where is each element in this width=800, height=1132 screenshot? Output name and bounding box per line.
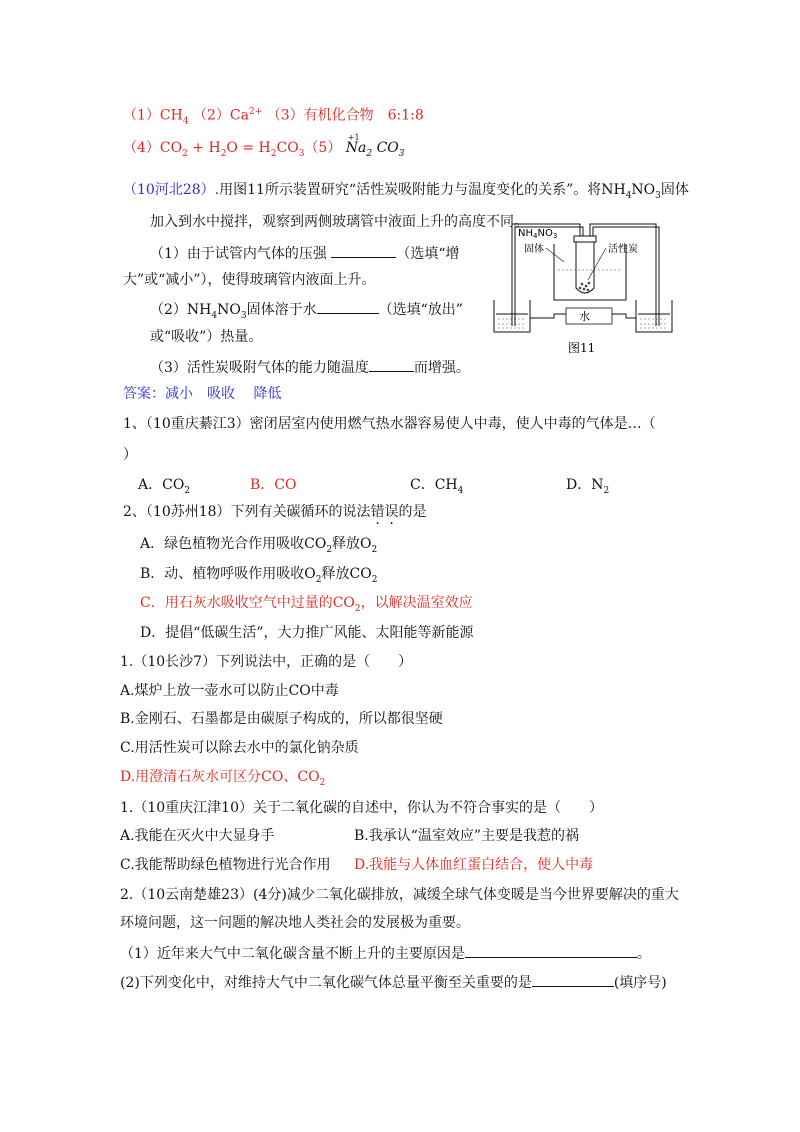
q3-option-c[interactable]: C.用活性炭可以除去水中的氯化钠杂质 (120, 740, 359, 756)
q1-paren: ） (123, 447, 137, 463)
q28-blank-2[interactable] (317, 299, 379, 314)
q2-stem: 2、（10苏州18）下列有关碳循环的说法错误的是 (123, 504, 427, 520)
q1-option-d[interactable]: D．$N_2$ (566, 477, 610, 496)
q3-option-d[interactable]: D.用澄清石灰水可区分CO、$CO_2$ (120, 769, 326, 788)
activated-carbon (579, 282, 591, 292)
q1-option-b[interactable]: B．CO (250, 477, 297, 493)
q28-answer: 答案：减小 吸收 降低 (123, 386, 282, 402)
q28-sub-1: （1）由于试管内气体的压强 （选填“增 (150, 243, 460, 264)
q4-option-b[interactable]: B.我承认“温室效应”主要是我惹的祸 (354, 828, 580, 844)
q28-sub-3: （3）活性炭吸附气体的能力随温度 而增强。 (150, 357, 470, 378)
q4-stem: 1.（10重庆江津10）关于二氧化碳的自述中，你认为不符合事实的是（ ） (120, 800, 603, 816)
q3-stem: 1.（10长沙7）下列说法中，正确的是（ ） (120, 654, 413, 670)
q4-option-a[interactable]: A.我能在灭火中大显身手 (120, 828, 275, 844)
q2-option-a[interactable]: A．绿色植物光合作用吸收$CO_2$释放$O_2$ (140, 536, 378, 555)
q5-blank-2[interactable] (532, 972, 614, 987)
q28-sub-2: $(2)NH_4NO_3$固体溶于水 （选填“放出” (150, 299, 463, 326)
test-tube (574, 236, 596, 293)
right-beaker (636, 300, 672, 332)
q1-option-c[interactable]: C．$CH_4$ (410, 477, 464, 496)
q5-stem-1: 2.（10云南楚雄23）(4分)减少二氧化碳排放，减缓全球气体变暖是当今世界要解决的重大 (120, 887, 679, 903)
carbon-label: 活性炭 (608, 244, 638, 255)
q5-sub-2: (2)下列变化中，对维持大气中二氧化碳气体总量平衡至关重要的是 (填序号) (120, 972, 667, 993)
water-label: 水 (579, 310, 590, 323)
q5-blank-1[interactable] (465, 943, 637, 958)
q28-sub-2-cont: 或“吸收”）热量。 (150, 329, 263, 345)
na2co3-formula: +1 $Na_2$ $CO_3$ (345, 133, 405, 159)
answer-line-1: $(1)CH_4$ $(2)Ca^{2+}$ （3）有机化合物 6:1:8 (123, 107, 424, 127)
solid-label: 固体 (524, 244, 544, 255)
q28-intro: （10河北28）.用图11所示装置研究“活性炭吸附能力与温度变化的关系”。将$NH_4NO_3$固体 (123, 182, 689, 201)
q4-option-c[interactable]: C.我能帮助绿色植物进行光合作用 (120, 857, 331, 873)
answer-line-2: $(4)CO_2 + H_2O = H_2CO_3(5)$ +1 $Na_2$ $CO_3$ (123, 133, 405, 159)
apparatus-diagram (488, 222, 688, 354)
nh4no3-label: $NH_4NO_3$ (518, 228, 558, 240)
q2-option-c[interactable]: C．用石灰水吸收空气中过量的$CO_2$，以解决温室效应 (140, 595, 473, 614)
q5-sub-1: （1）近年来大气中二氧化碳含量不断上升的主要原因是 。 (120, 943, 651, 964)
q28-intro-2: 加入到水中搅拌，观察到两侧玻璃管中液面上升的高度不同。 (150, 214, 528, 230)
q1-stem: 1、（10重庆綦江3）密闭居室内使用燃气热水器容易使人中毒，使人中毒的气体是…（ (123, 416, 656, 432)
figure-caption: 图11 (568, 341, 596, 354)
q2-option-b[interactable]: B．动、植物呼吸作用吸收$O_2$释放$CO_2$ (140, 566, 378, 585)
q28-sub-1-cont: 大”或“减小”），使得玻璃管内液面上升。 (123, 272, 376, 288)
q3-option-a[interactable]: A.煤炉上放一壶水可以防止CO中毒 (120, 683, 339, 699)
q28-blank-3[interactable] (369, 357, 414, 372)
q5-stem-2: 环境问题，这一问题的解决地人类社会的发展极为重要。 (120, 915, 470, 931)
q3-option-b[interactable]: B.金刚石、石墨都是由碳原子构成的，所以都很坚硬 (120, 711, 443, 727)
q28-blank-1[interactable] (331, 243, 396, 258)
figure-11-apparatus (488, 222, 688, 354)
q2-option-d[interactable]: D．提倡“低碳生活”，大力推广风能、太阳能等新能源 (140, 625, 474, 641)
q1-option-a[interactable]: A．$CO_2$ (138, 477, 191, 496)
q4-option-d[interactable]: D.我能与人体血红蛋白结合，使人中毒 (354, 857, 594, 873)
